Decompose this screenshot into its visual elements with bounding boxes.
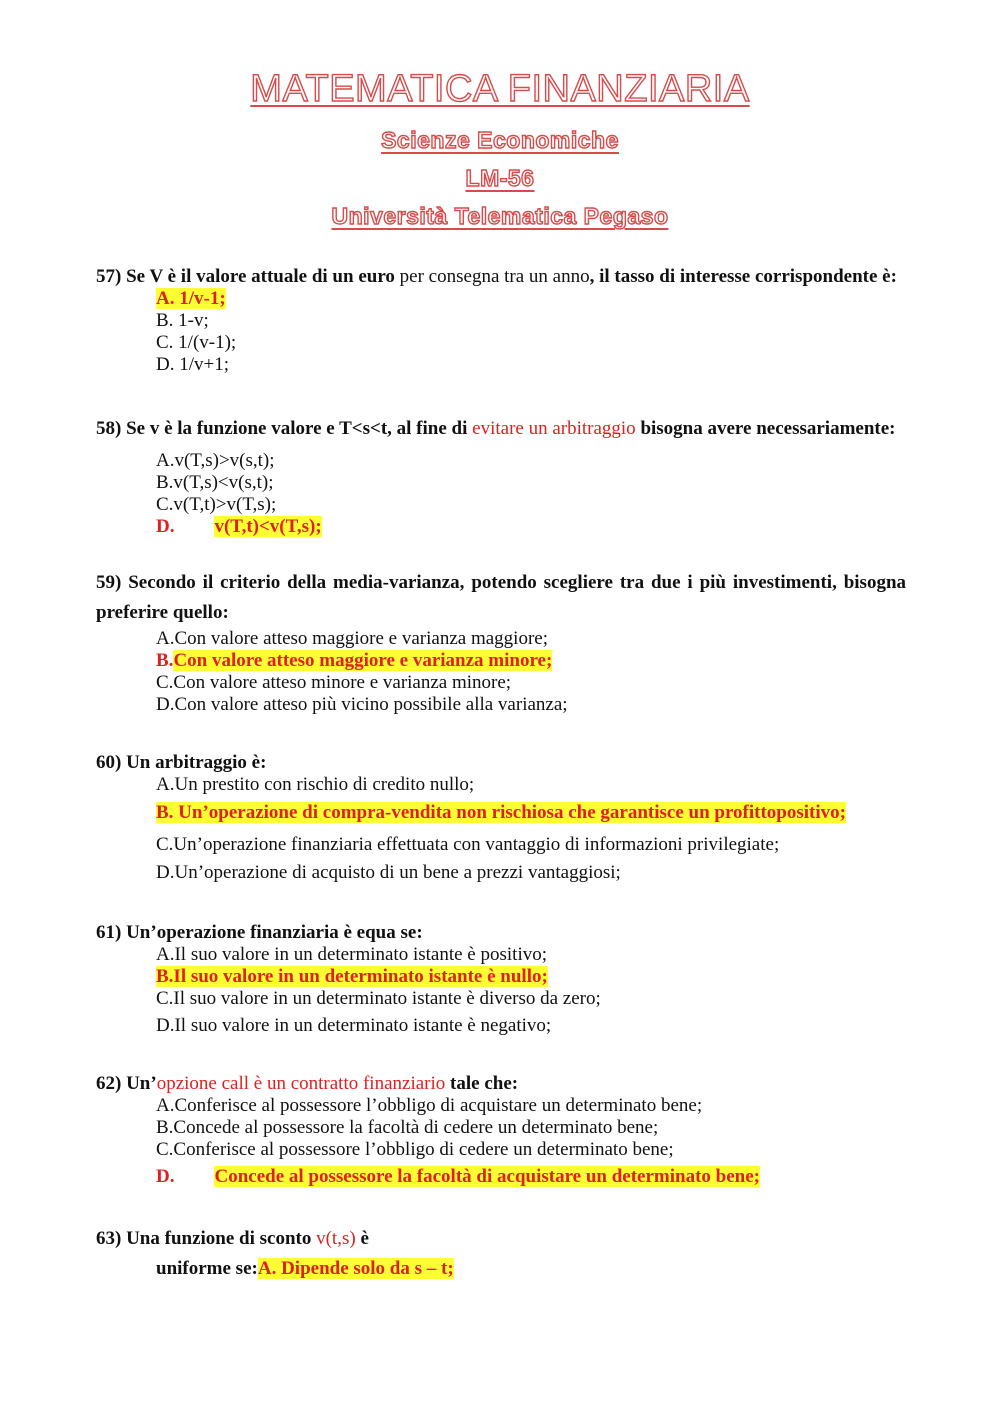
question-59 — [96, 568, 906, 716]
option-b-correct: B. Un’operazione di compra-vendita non rischiosa che garantisce un profittopositivo; — [156, 802, 846, 823]
question-60-text: 60) Un arbitraggio è: — [96, 752, 267, 773]
course-name: Scienze Economiche — [381, 127, 619, 153]
question-60-options — [156, 774, 906, 884]
option-c: C. 1/(v-1); — [156, 332, 237, 353]
question-63-text: 63) Una funzione di sconto v(t,s) è — [96, 1228, 369, 1249]
option-b-correct: B.Il suo valore in un determinato istante è nullo; — [156, 966, 548, 987]
option-d: D. 1/v+1; — [156, 354, 229, 375]
option-d: D.Un’operazione di acquisto di un bene a prezzi vantaggiosi; — [156, 862, 621, 883]
option-c: C.Conferisce al possessore l’obbligo di cedere un determinato bene; — [156, 1139, 674, 1160]
option-a: A.Con valore atteso maggiore e varianza maggiore; — [156, 628, 548, 649]
course-code: LM-56 — [465, 165, 535, 191]
option-a: A.Un prestito con rischio di credito nullo; — [156, 774, 475, 795]
option-d-correct: D. v(T,t)<v(T,s); — [156, 516, 322, 537]
option-c: C.v(T,t)>v(T,s); — [156, 494, 277, 515]
university-name: Università Telematica Pegaso — [331, 203, 669, 229]
option-c: C.Il suo valore in un determinato istante è diverso da zero; — [156, 988, 601, 1009]
option-b: B.Concede al possessore la facoltà di cedere un determinato bene; — [156, 1117, 659, 1138]
question-62 — [96, 1073, 906, 1188]
question-62-text: 62) Un’opzione call è un contratto finanziario tale che: — [96, 1073, 519, 1094]
question-60 — [96, 752, 906, 884]
question-59-text: 59) Secondo il criterio della media-varianza, potendo scegliere tra due i più investimenti, bisogna preferire quello: — [96, 572, 907, 623]
question-61 — [96, 922, 906, 1037]
option-d: D.Con valore atteso più vicino possibile alla varianza; — [156, 694, 568, 715]
question-63 — [96, 1228, 906, 1280]
question-61-text: 61) Un’operazione finanziaria è equa se: — [96, 922, 423, 943]
question-list — [96, 266, 906, 1302]
option-a: A.Conferisce al possessore l’obbligo di acquistare un determinato bene; — [156, 1095, 703, 1116]
option-d-correct: D. Concede al possessore la facoltà di acquistare un determinato bene; — [156, 1166, 761, 1187]
option-c: C.Un’operazione finanziaria effettuata con vantaggio di informazioni privilegiate; — [156, 834, 780, 855]
option-a-correct: A. Dipende solo da s – t; — [257, 1258, 454, 1279]
option-a: A.v(T,s)>v(s,t); — [156, 450, 275, 471]
question-59-options — [156, 628, 906, 716]
option-b: B. 1-v; — [156, 310, 209, 331]
option-a-correct: A. 1/v-1; — [156, 288, 226, 309]
option-a: A.Il suo valore in un determinato istante è positivo; — [156, 944, 548, 965]
question-62-options — [156, 1095, 906, 1188]
option-b: B.v(T,s)<v(s,t); — [156, 472, 274, 493]
option-c: C.Con valore atteso minore e varianza minore; — [156, 672, 512, 693]
question-58-options — [156, 450, 906, 538]
question-61-options — [156, 944, 906, 1037]
question-57 — [96, 266, 906, 376]
question-63-options — [156, 1258, 906, 1280]
question-58-text: 58) Se v è la funzione valore e T<s<t, al fine di evitare un arbitraggio bisogna avere necessariamente: — [96, 418, 896, 439]
question-58 — [96, 414, 906, 538]
question-63-continuation: uniforme se:A. Dipende solo da s – t; — [156, 1258, 454, 1279]
option-b-correct: B.Con valore atteso maggiore e varianza minore; — [156, 650, 553, 671]
question-57-options — [156, 288, 906, 376]
question-57-text: 57) Se V è il valore attuale di un euro per consegna tra un anno, il tasso di interesse corrispondente è: — [96, 266, 897, 287]
document-title: MATEMATICA FINANZIARIA — [250, 68, 750, 110]
option-d: D.Il suo valore in un determinato istante è negativo; — [156, 1015, 552, 1036]
